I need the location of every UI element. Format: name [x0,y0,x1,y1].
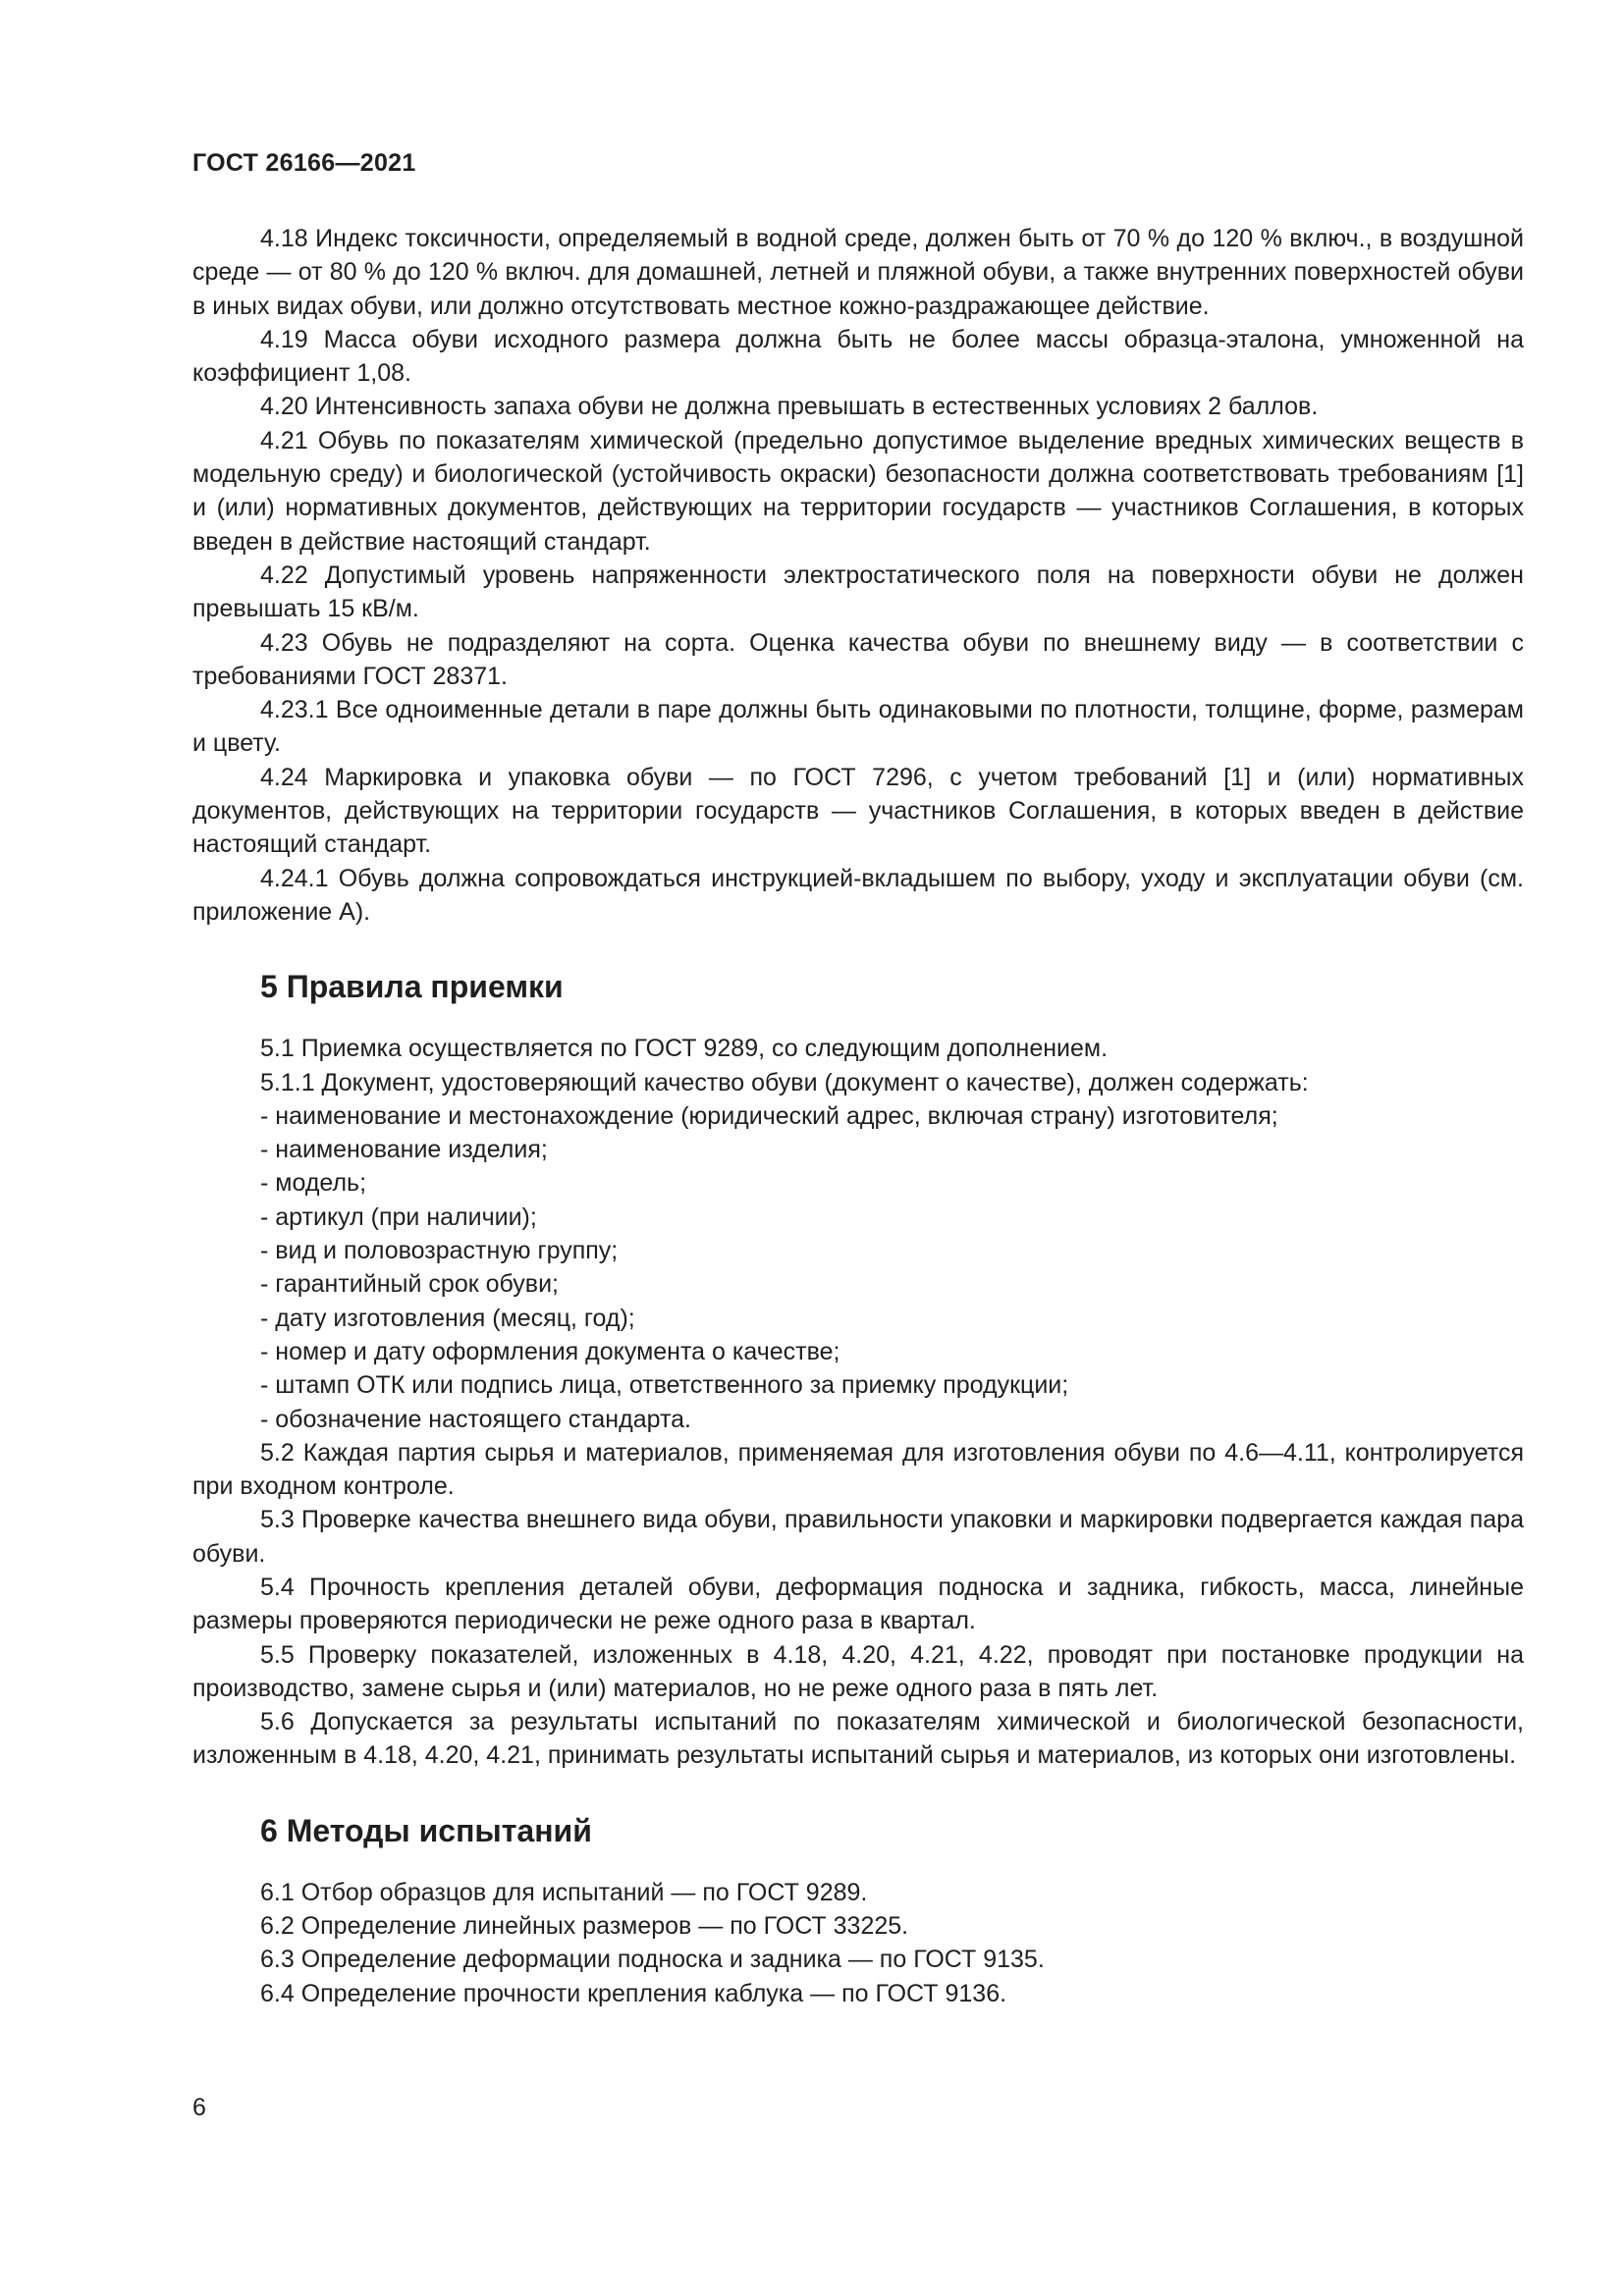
list-item: - дату изготовления (месяц, год); [260,1304,635,1332]
paragraph-4-23: 4.23 Обувь не подразделяют на сорта. Оценка качества обуви по внешнему виду — в соответствии с требованиями ГОСТ 28371. [192,628,1524,690]
paragraph-6-2: 6.2 Определение линейных размеров — по ГОСТ 33225. [260,1912,909,1941]
list-item: - гарантийный срок обуви; [260,1270,559,1299]
list-item: - модель; [260,1169,367,1198]
paragraph-4-23-1: 4.23.1 Все одноименные детали в паре должны быть одинаковыми по плотности, толщине, форме, размерам и цвету. [192,696,1524,758]
paragraph-5-4: 5.4 Прочность крепления деталей обуви, деформация подноска и задника, гибкость, масса, линейные размеры проверяются периодически не реже одного раза в квартал. [192,1573,1524,1635]
section-6-heading: 6 Методы испытаний [260,1812,592,1848]
paragraph-5-3: 5.3 Проверке качества внешнего вида обуви, правильности упаковки и маркировки подвергается каждая пара обуви. [192,1506,1524,1568]
list-item: - артикул (при наличии); [260,1202,537,1231]
paragraph-4-20: 4.20 Интенсивность запаха обуви не должна превышать в естественных условиях 2 баллов. [260,393,1319,421]
section-5-heading: 5 Правила приемки [260,969,564,1005]
list-item: - номер и дату оформления документа о качестве; [260,1337,840,1365]
document-body [192,222,1524,2010]
paragraph-5-2: 5.2 Каждая партия сырья и материалов, применяемая для изготовления обуви по 4.6—4.11, контролируется при входном контроле. [192,1438,1524,1501]
paragraph-5-6: 5.6 Допускается за результаты испытаний по показателям химической и биологической безопасности, изложенным в 4.18, 4.20, 4.21, принимать результаты испытаний сырья и материалов, из которых они изготовлены. [192,1708,1524,1770]
paragraph-6-3: 6.3 Определение деформации подноска и задника — по ГОСТ 9135. [260,1946,1045,1974]
paragraph-4-22: 4.22 Допустимый уровень напряженности электростатического поля на поверхности обуви не должен превышать 15 кВ/м. [192,561,1524,623]
list-item: - штамп ОТК или подпись лица, ответственного за приемку продукции; [260,1371,1069,1400]
paragraph-4-21: 4.21 Обувь по показателям химической (предельно допустимое выделение вредных химических веществ в модельную среду) и биологической (устойчивость окраски) безопасности должна соответствовать требованиям [1] и (или) нормативных документов, действующих на территории государств — участников Соглашения, в которых введен в действие настоящий стандарт. [192,426,1524,556]
paragraph-5-5: 5.5 Проверку показателей, изложенных в 4.18, 4.20, 4.21, 4.22, проводят при постановке продукции на производство, замене сырья и (или) материалов, но не реже одного раза в пять лет. [192,1640,1524,1702]
list-item: - наименование изделия; [260,1136,548,1164]
paragraph-5-1-1: 5.1.1 Документ, удостоверяющий качество обуви (документ о качестве), должен содержать: [260,1068,1309,1096]
paragraph-4-24: 4.24 Маркировка и упаковка обуви — по ГОСТ 7296, с учетом требований [1] и (или) нормативных документов, действующих на территории государств — участников Соглашения, в которых введен в действие настоящий стандарт. [192,763,1524,859]
page-number: 6 [192,2094,206,2121]
paragraph-4-19: 4.19 Масса обуви исходного размера должна быть не более массы образца-эталона, умноженной на коэффициент 1,08. [192,325,1524,388]
paragraph-4-24-1: 4.24.1 Обувь должна сопровождаться инструкцией-вкладышем по выбору, уходу и эксплуатации обуви (см. приложение А). [192,864,1524,926]
paragraph-4-18: 4.18 Индекс токсичности, определяемый в водной среде, должен быть от 70 % до 120 % включ., в воздушной среде — от 80 % до 120 % включ. для домашней, летней и пляжной обуви, а также внутренних поверхностей обуви в иных видах обуви, или должно отсутствовать местное кожно-раздражающее действие. [192,225,1524,320]
document-header: ГОСТ 26166—2021 [192,149,416,177]
paragraph-6-1: 6.1 Отбор образцов для испытаний — по ГОСТ 9289. [260,1878,868,1906]
paragraph-6-4: 6.4 Определение прочности крепления каблука — по ГОСТ 9136. [260,1979,1007,2007]
list-item: - вид и половозрастную группу; [260,1237,619,1265]
list-item: - наименование и местонахождение (юридический адрес, включая страну) изготовителя; [260,1101,1278,1130]
paragraph-5-1: 5.1 Приемка осуществляется по ГОСТ 9289, со следующим дополнением. [260,1035,1109,1063]
list-item: - обозначение настоящего стандарта. [260,1405,691,1433]
